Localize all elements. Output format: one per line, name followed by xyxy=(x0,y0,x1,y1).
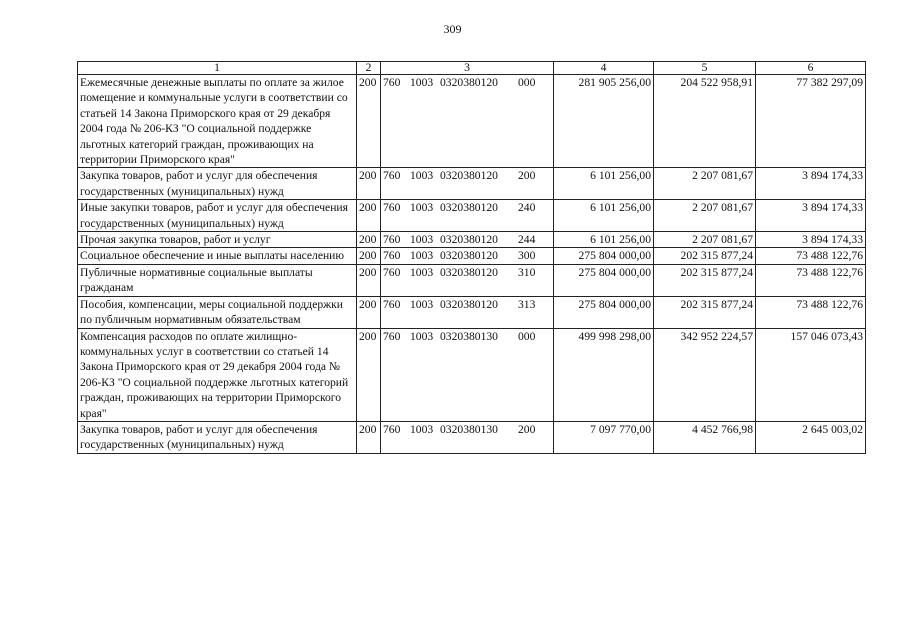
row-col5: 204 522 958,91 xyxy=(654,75,756,168)
row-col4: 6 101 256,00 xyxy=(554,200,654,232)
row-glv: 760 xyxy=(383,265,401,279)
table-row xyxy=(78,328,866,421)
row-col2: 200 xyxy=(357,232,381,248)
row-target: 0320380120 xyxy=(440,265,498,279)
row-glv: 760 xyxy=(383,169,401,183)
column-header: 5 xyxy=(654,62,756,75)
budget-table xyxy=(77,61,866,454)
table-row xyxy=(78,168,866,200)
row-vr: 000 xyxy=(518,76,536,89)
row-codes xyxy=(381,75,554,168)
row-col2: 200 xyxy=(357,200,381,232)
row-col5: 2 207 081,67 xyxy=(654,232,756,248)
row-target: 0320380120 xyxy=(440,233,498,247)
row-codes xyxy=(381,232,554,248)
row-col4: 6 101 256,00 xyxy=(554,232,654,248)
row-col2: 200 xyxy=(357,264,381,296)
column-header: 1 xyxy=(78,62,357,75)
row-col4: 281 905 256,00 xyxy=(554,75,654,168)
row-vr: 244 xyxy=(518,233,536,247)
row-section: 1003 xyxy=(410,329,434,343)
row-codes xyxy=(381,421,554,453)
row-vr: 313 xyxy=(518,297,536,311)
row-section: 1003 xyxy=(410,249,434,263)
row-vr: 240 xyxy=(518,201,536,215)
row-section: 1003 xyxy=(410,233,434,247)
row-col6: 2 645 003,02 xyxy=(756,421,866,453)
row-target: 0320380120 xyxy=(440,169,498,183)
table-row xyxy=(78,75,866,168)
row-col2: 200 xyxy=(357,168,381,200)
row-target: 0320380120 xyxy=(440,76,498,89)
row-col4: 7 097 770,00 xyxy=(554,421,654,453)
table-row xyxy=(78,232,866,248)
page-number: 309 xyxy=(443,22,462,36)
row-section: 1003 xyxy=(410,169,434,183)
row-glv: 760 xyxy=(383,249,401,263)
row-target: 0320380130 xyxy=(440,329,498,343)
column-header: 6 xyxy=(756,62,866,75)
row-name: Публичные нормативные социальные выплаты гражданам xyxy=(78,264,357,296)
row-vr: 300 xyxy=(518,249,536,263)
row-section: 1003 xyxy=(410,422,434,436)
row-glv: 760 xyxy=(383,329,401,343)
row-vr: 200 xyxy=(518,422,536,436)
row-target: 0320380130 xyxy=(440,422,498,436)
column-header: 3 xyxy=(381,62,554,75)
row-glv: 760 xyxy=(383,201,401,215)
row-name: Прочая закупка товаров, работ и услуг xyxy=(78,232,357,248)
row-target: 0320380120 xyxy=(440,297,498,311)
row-col6: 3 894 174,33 xyxy=(756,200,866,232)
row-col2: 200 xyxy=(357,296,381,328)
row-section: 1003 xyxy=(410,201,434,215)
table-row xyxy=(78,248,866,264)
table-row xyxy=(78,200,866,232)
row-name: Пособия, компенсации, меры социальной поддержки по публичным нормативным обязательствам xyxy=(78,296,357,328)
row-col5: 2 207 081,67 xyxy=(654,168,756,200)
row-col6: 73 488 122,76 xyxy=(756,264,866,296)
row-codes xyxy=(381,296,554,328)
row-col4: 275 804 000,00 xyxy=(554,248,654,264)
row-name: Закупка товаров, работ и услуг для обеспечения государственных (муниципальных) нужд xyxy=(78,168,357,200)
row-col4: 6 101 256,00 xyxy=(554,168,654,200)
row-col2: 200 xyxy=(357,421,381,453)
row-glv: 760 xyxy=(383,297,401,311)
row-name: Иные закупки товаров, работ и услуг для обеспечения государственных (муниципальных) нужд xyxy=(78,200,357,232)
row-glv: 760 xyxy=(383,76,401,89)
row-col6: 157 046 073,43 xyxy=(756,328,866,421)
row-glv: 760 xyxy=(383,233,401,247)
table-row xyxy=(78,421,866,453)
row-glv: 760 xyxy=(383,422,401,436)
row-target: 0320380120 xyxy=(440,201,498,215)
row-vr: 000 xyxy=(518,329,536,343)
row-col6: 77 382 297,09 xyxy=(756,75,866,168)
table-header-row xyxy=(78,62,866,75)
row-section: 1003 xyxy=(410,76,434,89)
row-col6: 73 488 122,76 xyxy=(756,296,866,328)
row-col5: 2 207 081,67 xyxy=(654,200,756,232)
row-codes xyxy=(381,200,554,232)
row-col5: 342 952 224,57 xyxy=(654,328,756,421)
row-col5: 202 315 877,24 xyxy=(654,264,756,296)
row-col6: 3 894 174,33 xyxy=(756,168,866,200)
row-col5: 4 452 766,98 xyxy=(654,421,756,453)
row-target: 0320380120 xyxy=(440,249,498,263)
row-col6: 3 894 174,33 xyxy=(756,232,866,248)
row-codes xyxy=(381,264,554,296)
row-codes xyxy=(381,328,554,421)
row-vr: 310 xyxy=(518,265,536,279)
row-codes xyxy=(381,248,554,264)
column-header: 2 xyxy=(357,62,381,75)
row-col5: 202 315 877,24 xyxy=(654,296,756,328)
row-vr: 200 xyxy=(518,169,536,183)
row-codes xyxy=(381,168,554,200)
row-name: Компенсация расходов по оплате жилищно-коммунальных услуг в соответствии со статьей 14 Закона Приморского края от 29 декабря 2004 года № 206-КЗ "О социальной поддержке льготных категорий граждан, проживающих на территории Приморского края" xyxy=(78,328,357,421)
row-col6: 73 488 122,76 xyxy=(756,248,866,264)
row-col2: 200 xyxy=(357,75,381,168)
row-name: Ежемесячные денежные выплаты по оплате за жилое помещение и коммунальные услуги в соответствии со статьей 14 Закона Приморского края от 29 декабря 2004 года № 206-КЗ "О социальной поддержке льготных категорий граждан, проживающих на территории Приморского края" xyxy=(78,75,357,168)
row-col2: 200 xyxy=(357,248,381,264)
table-row xyxy=(78,296,866,328)
table-row xyxy=(78,264,866,296)
row-col4: 499 998 298,00 xyxy=(554,328,654,421)
row-col5: 202 315 877,24 xyxy=(654,248,756,264)
row-section: 1003 xyxy=(410,265,434,279)
row-section: 1003 xyxy=(410,297,434,311)
column-header: 4 xyxy=(554,62,654,75)
row-col4: 275 804 000,00 xyxy=(554,296,654,328)
row-name: Социальное обеспечение и иные выплаты населению xyxy=(78,248,357,264)
row-col2: 200 xyxy=(357,328,381,421)
row-col4: 275 804 000,00 xyxy=(554,264,654,296)
row-name: Закупка товаров, работ и услуг для обеспечения государственных (муниципальных) нужд xyxy=(78,421,357,453)
